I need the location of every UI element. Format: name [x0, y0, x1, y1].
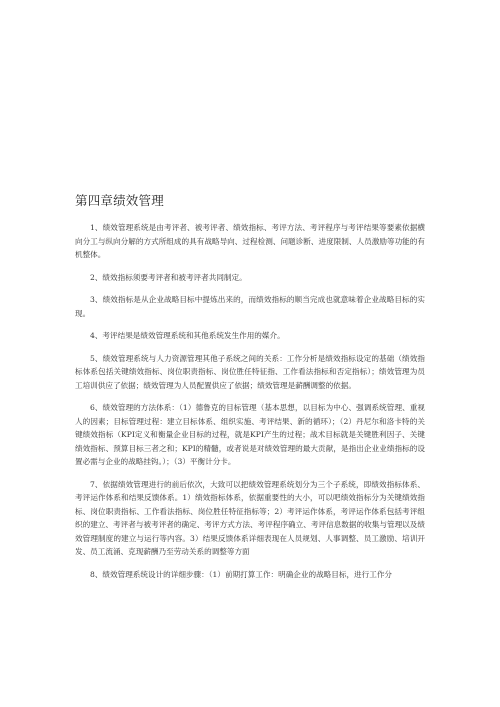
paragraph-6: 6、绩效管理的方法体系：（1）德鲁克的目标管理（基本思想，以目标为中心、强调系统管理、重视人的因素；目标管理过程：建立目标体系、组织实施、考评结果、新的循环）；（2）丹尼尔和洛卡特的关键绩效指标（KPI定义和衡量企业目标的过程，就是KPI产生的过程；战术目标就是关键胜利因子、关键绩效指标、预算目标三者之和；KPI的精髓，或者说是对绩效管理的最大贡献，是指出企业业绩指标的设置必需与企业的战略挂钩。）；（3）平衡计分卡。: [75, 403, 425, 466]
chapter-title: 第四章绩效管理: [75, 193, 164, 208]
paragraph-2: 2、绩效指标须要考评者和被考评者共同制定。: [90, 272, 247, 282]
paragraph-3: 3、绩效指标是从企业战略目标中提炼出来的，而绩效指标的顺当完成也就意味着企业战略目标的实现。: [75, 295, 425, 318]
paragraph-8: 8、绩效管理系统设计的详细步骤：（1）前期打算工作：明确企业的战略目标，进行工作分: [90, 569, 393, 579]
document-body: [75, 193, 425, 590]
paragraph-5: 5、绩效管理系统与人力资源管理其他子系统之间的关系：工作分析是绩效指标设定的基础（绩效指标体系包括关键绩效指标、岗位职责指标、岗位胜任特征指、工作看法指标和否定指标）；绩效管理为员工培训供应了依据；绩效管理为人员配置供应了依据；绩效管理是薪酬调整的依据。: [75, 353, 425, 390]
paragraph-1: 1、绩效管理系统是由考评者、被考评者、绩效指标、考评方法、考评程序与考评结果等要素依据横向分工与纵向分解的方式所组成的具有战略导向、过程检测、问题诊断、进度限制、人员激励等功能的有机整体。: [75, 223, 425, 259]
paragraph-7: 7、依据绩效管理进行的前后依次，大致可以把绩效管理系统划分为三个子系统，即绩效指标体系、考评运作体系和结果反馈体系。1）绩效指标体系，依据重要性的大小，可以吧绩效指标分为关键绩效指标、岗位职责指标、工作看法指标、岗位胜任特征指标等；2）考评运作体系，考评运作体系包括考评组织的建立、考评者与被考评者的确定、考评方式方法、考评程序确立、考评信息数据的收集与管理以及绩效管理制度的建立与运行等内容。3）结果反馈体系详细表现在人员规划、人事调整、员工激励、培训开发、员工流涌、克现薪酬乃至劳动关系的调整等方面: [75, 479, 425, 556]
paragraph-4: 4、考评结果是绩效管理系统和其他系统发生作用的媒介。: [90, 331, 285, 340]
